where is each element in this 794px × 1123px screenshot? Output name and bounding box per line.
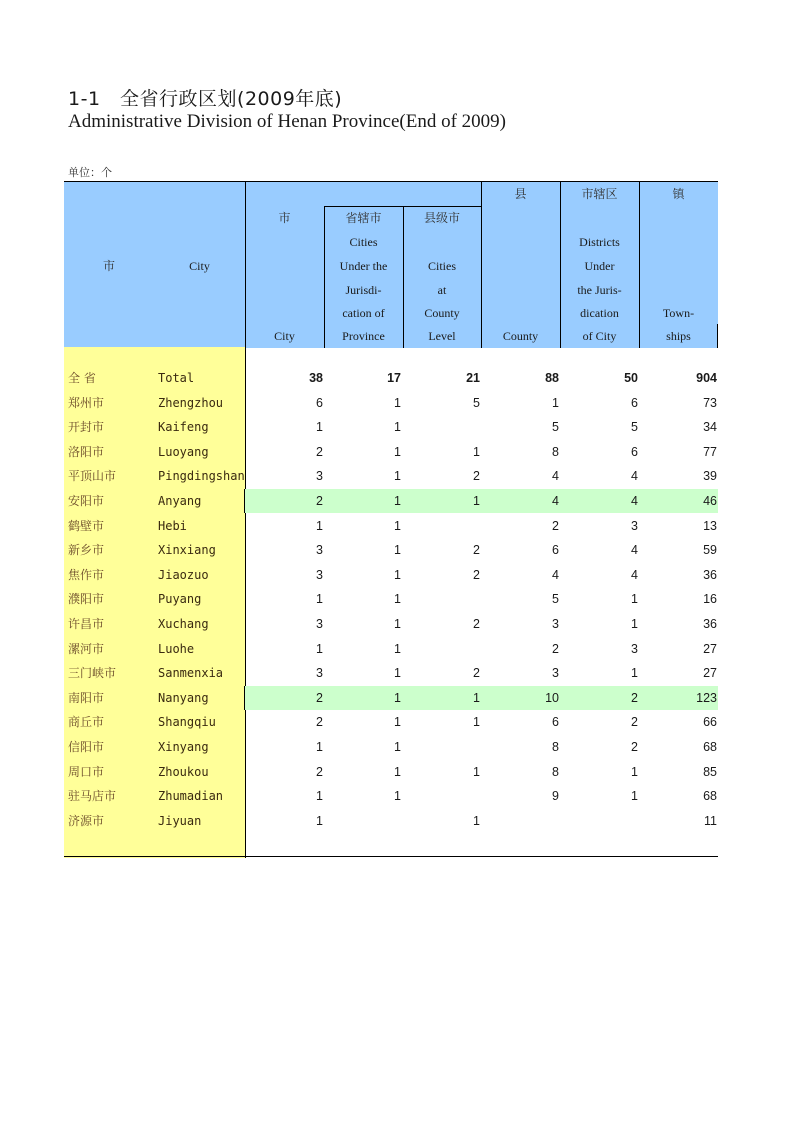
header-county-city-en-4: Level [428, 329, 456, 343]
row-name-en: Zhumadian [158, 789, 224, 804]
page-title-cn: 1-1 全省行政区划(2009年底) [68, 88, 343, 110]
row-value-1: 1 [316, 592, 323, 607]
table-row [64, 661, 718, 685]
row-value-6: 36 [703, 617, 717, 631]
row-value-3: 5 [473, 395, 480, 410]
table-row [64, 489, 718, 513]
row-name-cn: 焦作市 [68, 567, 105, 582]
row-name-en: Zhoukou [158, 764, 209, 779]
row-name-en: Kaifeng [158, 420, 209, 435]
row-value-3: 1 [473, 690, 480, 705]
table-row [64, 366, 718, 390]
row-value-3 [420, 637, 480, 661]
row-value-5: 1 [631, 764, 638, 779]
row-value-4: 8 [552, 764, 559, 779]
row-value-6: 904 [696, 371, 717, 385]
row-value-4: 88 [545, 371, 559, 385]
row-name-cn: 全 省 [68, 371, 96, 385]
row-value-2: 1 [394, 764, 401, 779]
row-value-4 [499, 809, 559, 833]
row-value-2: 17 [387, 371, 401, 385]
row-value-2: 1 [394, 715, 401, 730]
row-value-3: 2 [473, 617, 480, 631]
table-row [64, 686, 718, 710]
row-name-cn: 南阳市 [68, 690, 105, 705]
row-value-3: 1 [473, 715, 480, 730]
row-name-cn: 郑州市 [68, 395, 105, 410]
header-prov-en-3: Jurisdi- [345, 283, 382, 297]
row-value-2: 1 [394, 740, 401, 754]
row-value-4: 5 [552, 420, 559, 435]
row-name-cn: 平顶山市 [68, 469, 117, 484]
row-value-1: 3 [316, 567, 323, 582]
row-name-en: Jiyuan [158, 813, 202, 828]
header-district-en-5: of City [582, 329, 617, 343]
row-value-2: 1 [394, 420, 401, 435]
header-region-en: City [189, 259, 210, 273]
row-value-6: 73 [703, 395, 717, 410]
row-value-5: 3 [631, 641, 638, 656]
row-name-en: Luoyang [158, 444, 209, 459]
row-value-1: 1 [316, 740, 323, 754]
row-value-3: 2 [473, 666, 480, 681]
row-value-4: 2 [552, 518, 559, 533]
row-value-5: 2 [631, 690, 638, 705]
row-value-1: 2 [316, 444, 323, 459]
row-value-3: 21 [466, 371, 480, 385]
table-row [64, 760, 718, 784]
header-district-en-3: the Juris- [577, 283, 622, 297]
row-name-cn: 濮阳市 [68, 592, 105, 607]
row-value-1: 1 [316, 813, 323, 828]
row-value-3: 1 [473, 813, 480, 828]
row-value-1: 2 [316, 494, 323, 508]
table-row [64, 563, 718, 587]
row-value-4: 6 [552, 543, 559, 558]
row-value-1: 38 [309, 371, 323, 385]
header-district-en-2: Under [584, 259, 615, 273]
table-bottom-rule [64, 856, 718, 857]
row-value-3: 2 [473, 567, 480, 582]
header-prov-en-1: Cities [349, 235, 378, 249]
row-name-en: Hebi [158, 518, 187, 533]
row-value-5: 4 [631, 469, 638, 484]
row-value-6: 68 [703, 740, 717, 754]
row-value-4: 5 [552, 592, 559, 607]
row-value-6: 85 [703, 764, 717, 779]
header-prov-en-5: Province [342, 329, 385, 343]
header-region-cn: 市 [102, 259, 115, 273]
row-value-5: 1 [631, 789, 638, 804]
row-name-cn: 驻马店市 [68, 789, 117, 804]
header-district-en-1: Districts [579, 235, 620, 249]
table-row [64, 514, 718, 538]
header-county-city-cn: 县级市 [423, 211, 460, 225]
header-county-city-en-2: at [437, 283, 447, 297]
row-value-1: 1 [316, 789, 323, 804]
row-value-1: 3 [316, 617, 323, 631]
row-value-4: 2 [552, 641, 559, 656]
row-value-1: 6 [316, 395, 323, 410]
table-row [64, 612, 718, 636]
unit-label: 单位：个 [68, 166, 112, 179]
row-name-en: Zhengzhou [158, 395, 224, 410]
row-value-5: 4 [631, 494, 638, 508]
table-row [64, 735, 718, 759]
row-value-3: 2 [473, 469, 480, 484]
row-name-en: Total [158, 371, 195, 385]
row-value-1: 3 [316, 543, 323, 558]
row-value-4: 4 [552, 567, 559, 582]
row-value-3 [420, 735, 480, 759]
page-title-en: Administrative Division of Henan Province(End of 2009) [68, 111, 506, 132]
header-county-city-en-1: Cities [427, 259, 456, 273]
row-name-cn: 济源市 [68, 813, 105, 828]
row-value-2: 1 [394, 444, 401, 459]
row-value-2: 1 [394, 641, 401, 656]
header-town-en-1: Town- [662, 306, 695, 320]
row-value-6: 13 [703, 518, 717, 533]
header-town-cn: 镇 [672, 187, 685, 201]
table-row [64, 637, 718, 661]
row-value-1: 1 [316, 518, 323, 533]
table-row [64, 538, 718, 562]
row-value-2: 1 [394, 690, 401, 705]
row-value-6: 11 [704, 813, 717, 828]
row-value-6: 39 [703, 469, 717, 484]
table-row [64, 587, 718, 611]
row-value-3 [420, 587, 480, 611]
row-value-5: 3 [631, 518, 638, 533]
header-district-en-4: dication [580, 306, 619, 320]
header-prov-en-2: Under the [339, 259, 388, 273]
row-value-4: 1 [552, 395, 559, 410]
row-value-4: 10 [545, 690, 559, 705]
row-value-6: 66 [703, 715, 717, 730]
row-value-3: 1 [473, 764, 480, 779]
row-value-4: 4 [552, 494, 559, 508]
row-value-4: 4 [552, 469, 559, 484]
row-value-6: 27 [703, 641, 717, 656]
row-value-1: 2 [316, 764, 323, 779]
row-name-cn: 漯河市 [68, 641, 105, 656]
table-row [64, 440, 718, 464]
row-value-4: 3 [552, 617, 559, 631]
row-value-4: 3 [552, 666, 559, 681]
row-name-en: Xuchang [158, 617, 209, 631]
row-name-cn: 周口市 [68, 764, 105, 779]
header-county-city-en-3: County [424, 306, 460, 320]
row-value-6: 36 [703, 567, 717, 582]
row-value-5: 4 [631, 543, 638, 558]
row-value-5 [578, 809, 638, 833]
table-row [64, 415, 718, 439]
row-value-5: 1 [631, 592, 638, 607]
row-value-3: 2 [473, 543, 480, 558]
row-name-en: Anyang [158, 494, 202, 508]
row-value-5: 6 [631, 395, 638, 410]
header-county-en: County [502, 329, 539, 343]
row-value-2: 1 [394, 543, 401, 558]
row-value-2: 1 [394, 666, 401, 681]
table-header [64, 181, 718, 348]
row-value-2: 1 [394, 518, 401, 533]
row-name-en: Jiaozuo [158, 567, 209, 582]
header-prov-cn: 省辖市 [345, 211, 382, 225]
row-value-2: 1 [394, 395, 401, 410]
row-value-1: 2 [316, 690, 323, 705]
row-value-3: 1 [473, 444, 480, 459]
row-value-5: 5 [631, 420, 638, 435]
row-value-2: 1 [394, 469, 401, 484]
row-name-cn: 信阳市 [68, 740, 105, 754]
row-name-en: Puyang [158, 592, 202, 607]
row-value-3 [420, 415, 480, 439]
header-city-cn: 市 [278, 211, 291, 225]
row-value-3 [420, 784, 480, 808]
row-value-6: 77 [703, 444, 717, 459]
table-row [64, 391, 718, 415]
row-name-en: Sanmenxia [158, 666, 224, 681]
row-value-2: 1 [394, 494, 401, 508]
row-value-6: 59 [703, 543, 717, 558]
row-value-4: 8 [552, 740, 559, 754]
row-name-cn: 鹤壁市 [68, 518, 105, 533]
row-name-cn: 三门峡市 [68, 666, 117, 681]
row-name-cn: 安阳市 [68, 494, 105, 508]
row-value-5: 6 [631, 444, 638, 459]
row-value-5: 1 [631, 666, 638, 681]
row-value-2: 1 [394, 789, 401, 804]
row-value-5: 1 [631, 617, 638, 631]
row-value-4: 6 [552, 715, 559, 730]
row-value-1: 1 [316, 641, 323, 656]
row-value-1: 2 [316, 715, 323, 730]
row-value-2: 1 [394, 617, 401, 631]
table-row [64, 809, 718, 833]
header-county-cn: 县 [514, 187, 527, 201]
header-city-en: City [274, 329, 295, 343]
row-value-1: 3 [316, 469, 323, 484]
row-value-6: 46 [703, 494, 717, 508]
row-name-cn: 洛阳市 [68, 444, 105, 459]
row-value-2 [341, 809, 401, 833]
row-value-5: 2 [631, 740, 638, 754]
table-row [64, 710, 718, 734]
row-name-cn: 新乡市 [68, 543, 105, 558]
row-value-2: 1 [394, 567, 401, 582]
table-row [64, 784, 718, 808]
row-name-en: Luohe [158, 641, 195, 656]
row-value-1: 1 [316, 420, 323, 435]
row-name-cn: 商丘市 [68, 715, 105, 730]
row-value-5: 4 [631, 567, 638, 582]
row-value-4: 8 [552, 444, 559, 459]
row-name-en: Nanyang [158, 690, 209, 705]
row-value-6: 68 [703, 789, 717, 804]
row-value-6: 34 [703, 420, 717, 435]
row-value-5: 2 [631, 715, 638, 730]
table-row [64, 464, 718, 488]
row-value-3: 1 [473, 494, 480, 508]
row-value-4: 9 [552, 789, 559, 804]
row-name-en: Shangqiu [158, 715, 216, 730]
header-district-cn: 市辖区 [581, 187, 618, 201]
row-value-3 [420, 514, 480, 538]
row-value-5: 50 [624, 371, 638, 385]
row-name-en: Xinyang [158, 740, 209, 754]
header-prov-en-4: cation of [342, 306, 385, 320]
header-town-en-2: ships [666, 329, 691, 343]
row-value-6: 123 [696, 690, 717, 705]
row-value-2: 1 [394, 592, 401, 607]
division-table [64, 181, 718, 858]
row-value-1: 3 [316, 666, 323, 681]
row-name-en: Xinxiang [158, 543, 216, 558]
row-name-cn: 许昌市 [68, 617, 105, 631]
row-value-6: 27 [703, 666, 717, 681]
row-value-6: 16 [703, 592, 717, 607]
row-name-cn: 开封市 [68, 420, 105, 435]
row-name-en: Pingdingshan [158, 469, 245, 484]
